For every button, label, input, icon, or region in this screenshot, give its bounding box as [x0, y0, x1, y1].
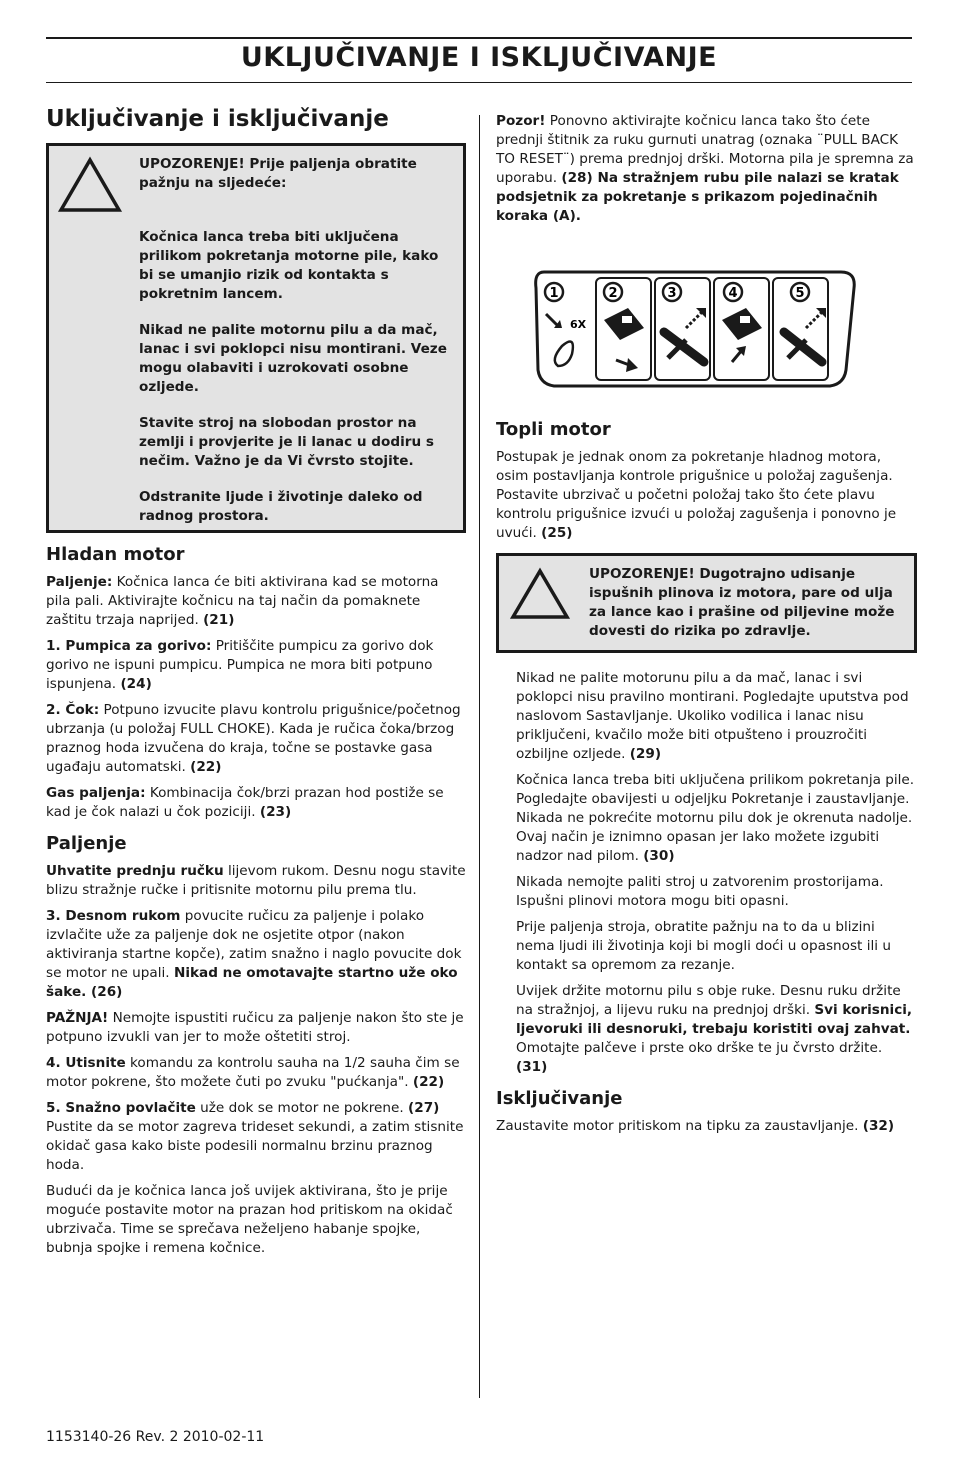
paragraph: Budući da je kočnica lanca još uvijek aktivirana, što je prije moguće postavite motor na prazan hod pritiskom na okidač ubrzivača. Time se sprečava neželjeno habanje spojke, bubnja spojke i remena kočnice. — [46, 1183, 453, 1256]
column-divider — [479, 115, 480, 1398]
svg-text:1: 1 — [549, 286, 559, 301]
header-bottom-rule — [46, 82, 912, 83]
paragraph: Gas paljenja: Kombinacija čok/brzi prazan hod postiže se kad je čok nalazi u čok poziciji. (23) — [46, 785, 444, 820]
left-column — [46, 106, 466, 1265]
warning-item: Stavite stroj na slobodan prostor na zemlji i provjerite je li lanac u dodiru s nečim. Važno je da Vi čvrsto stojite. — [139, 415, 434, 469]
warning-text: UPOZORENJE! Dugotrajno udisanje ispušnih plinova iz motora, pare od ulja za lance kao i prašine od piljevine može dovesti do rizika po zdravlje. — [589, 566, 895, 639]
warning-box-safety — [46, 143, 466, 533]
step-1-icon — [545, 283, 563, 301]
primer-bulb-icon — [546, 314, 587, 366]
warning-text — [139, 155, 454, 526]
section-title: Uključivanje i isključivanje — [46, 106, 389, 132]
svg-text:4: 4 — [728, 286, 738, 301]
subheading-cold-engine: Hladan motor — [46, 544, 185, 565]
start-reminder-decal — [496, 262, 916, 394]
step-2-icon — [604, 283, 622, 301]
safety-notes — [496, 669, 916, 1077]
paragraph: Uhvatite prednju ručku lijevom rukom. Desnu nogu stavite blizu stražnje ručke i pritisnite motornu pilu prema tlu. — [46, 863, 466, 898]
svg-text:6X: 6X — [570, 318, 587, 331]
paragraph: Postupak je jednak onom za pokretanje hladnog motora, osim postavljanja kontrole prigušnice u položaj zagušenja. Postavite ubrzivač u početni položaj tako što ćete plavu kontrolu prigušnice izvući u položaj zagušenja i ponovno je uvući. (25) — [496, 449, 897, 541]
svg-text:5: 5 — [795, 286, 805, 301]
paragraph: 5. Snažno povlačite uže dok se motor ne pokrene. (27) Pustite da se motor zagreva trideset sekundi, a zatim stisnite okidač gasa kako biste podesili normalnu brzinu praznog hoda. — [46, 1100, 464, 1173]
paragraph: 2. Čok: Potpuno izvucite plavu kontrolu prigušnice/početnog ubrzanja (u položaj FULL CHOKE). Kada je ručica čoka/brzog praznog hoda izvučena do kraja, točne se postavke gasa ugađaju automatski. (22) — [46, 702, 461, 775]
step-5-icon — [791, 283, 809, 301]
right-column — [496, 112, 916, 1143]
page-title: UKLJUČIVANJE I ISKLJUČIVANJE — [240, 42, 718, 73]
paragraph: Nikada nemojte paliti stroj u zatvorenim prostorijama. Ispušni plinovi motora mogu biti opasni. — [516, 874, 884, 909]
step-3-icon — [663, 283, 681, 301]
paragraph: 1. Pumpica za gorivo: Pritiščite pumpicu za gorivo dok gorivo ne ispuni pumpicu. Pumpica ne mora biti potpuno ispunjena. (24) — [46, 638, 434, 692]
paragraph: Paljenje: Kočnica lanca će biti aktivirana kad se motorna pila pali. Aktivirajte kočnicu na taj način da pomaknete zaštitu trzaja naprijed. (21) — [46, 574, 439, 628]
subheading-warm-engine: Topli motor — [496, 419, 611, 440]
warning-item: Kočnica lanca treba biti uključena prilikom pokretanja motorne pile, kako bi se umanjio rizik od kontakta s pokretnim lancem. — [139, 229, 439, 302]
subheading-starting: Paljenje — [46, 833, 127, 854]
warning-triangle-icon — [509, 567, 571, 621]
paragraph: Prije paljenja stroja, obratite pažnju na to da u blizini nema ljudi ili životinja koji bi mogli doći u opasnost ili u kontakt sa opremom za rezanje. — [516, 919, 891, 973]
paragraph: 3. Desnom rukom povucite ručicu za paljenje i polako izvlačite uže za paljenje dok ne osjetite otpor (nakon aktiviranja startne kopče), zatim snažno i naglo povucite dok se motor ne upali. Nikad ne omotavajte startno uže oko šake. (26) — [46, 908, 462, 1000]
svg-text:2: 2 — [608, 286, 618, 301]
warning-box-fumes — [496, 553, 917, 653]
step-4-icon — [724, 283, 742, 301]
choke-control-icon — [604, 308, 644, 372]
warning-item: Nikad ne palite motornu pilu a da mač, lanac i svi poklopci nisu montirani. Veze mogu olabaviti i uzrokovati osobne ozljede. — [139, 322, 447, 395]
paragraph: Nikad ne palite motorunu pilu a da mač, lanac i svi poklopci nisu pravilno montirani. Pogledajte uputstva pod naslovom Sastavljanje. Ukoliko vodilica i lanac nisu priključeni, kvačilo može biti otpušteno i prouzročiti ozbiljne ozljede. (29) — [516, 670, 909, 762]
paragraph: Pozor! Ponovno aktivirajte kočnicu lanca tako što ćete prednji štitnik za ruku gurnuti unatrag (oznaka ¨PULL BACK TO RESET¨) prema prednjoj drški. Motorna pila je spremna za uporabu. (28) Na stražnjem rubu pile nalazi se kratak podsjetnik za pokretanje s prikazom pojedinačnih koraka (A). — [496, 113, 914, 224]
warning-lead: UPOZORENJE! Prije paljenja obratite pažnju na sljedeće: — [139, 156, 417, 191]
subheading-stopping: Isključivanje — [496, 1088, 623, 1109]
starter-handle-icon — [664, 308, 706, 362]
starter-handle-icon — [784, 308, 826, 362]
paragraph: Uvijek držite motornu pilu s obje ruke. Desnu ruku držite na stražnjoj, a lijevu ruku na prednjoj drški. Svi korisnici, ljevoruki ili desnoruki, trebaju koristiti ovaj zahvat. Omotajte palčeve i prste oko drške te ju čvrsto držite. (31) — [516, 983, 913, 1075]
paragraph: Kočnica lanca treba biti uključena prilikom pokretanja pile. Pogledajte obavijesti u odjeljku Pokretanje i zaustavljanje. Nikada ne pokrećite motornu pilu dok je okrenuta nadolje. Ovaj način je iznimno opasan jer lako možete izgubiti nadzor nad pilom. (30) — [516, 772, 915, 864]
paragraph: PAŽNJA! Nemojte ispustiti ručicu za paljenje nakon što ste je potpuno izvukli van jer to može oštetiti stroj. — [46, 1010, 464, 1045]
warning-triangle-icon — [57, 156, 123, 214]
paragraph: 4. Utisnite komandu za kontrolu sauha na 1/2 sauha čim se motor pokrene, što možete čuti po zvuku "pućkanja". (22) — [46, 1055, 460, 1090]
header-top-rule — [46, 37, 912, 39]
footer-doc-id: 1153140-26 Rev. 2 2010-02-11 — [46, 1429, 265, 1445]
choke-push-icon — [722, 308, 762, 362]
paragraph: Zaustavite motor pritiskom na tipku za zaustavljanje. (32) — [496, 1118, 895, 1134]
warning-item: Odstranite ljude i životinje daleko od radnog prostora. — [139, 489, 423, 524]
svg-text:3: 3 — [667, 286, 677, 301]
